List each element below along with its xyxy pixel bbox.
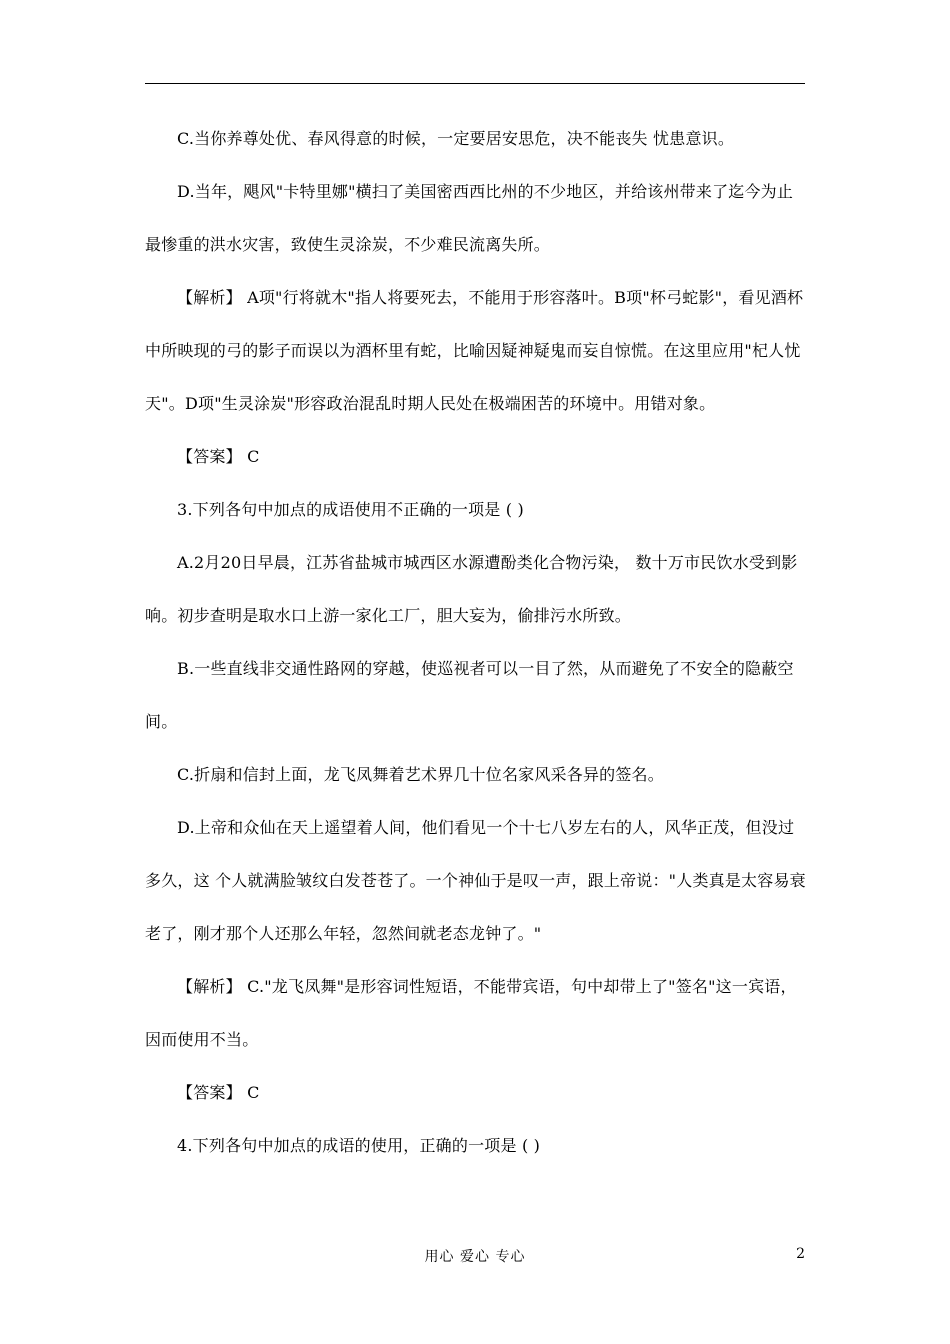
paragraph-option-a: A.2月20日早晨，江苏省盐城市城西区水源遭酚类化合物污染， 数十万市民饮水受到影响。初步查明是取水口上游一家化工厂，胆大妄为，偷排污水所致。 — [145, 553, 798, 625]
paragraph-option-d: D.当年，飓风"卡特里娜"横扫了美国密西西比州的不少地区，并给该州带来了迄今为止最惨重的洪水灾害，致使生灵涂炭，不少难民流离失所。 — [145, 182, 794, 254]
paragraph-option-d-2: D.上帝和众仙在天上遥望着人间，他们看见一个十七八岁左右的人，风华正茂，但没过多久，这 个人就满脸皱纹白发苍苍了。一个神仙于是叹一声，跟上帝说："人类真是太容易衰老了，刚才那个人还那么年轻，忽然间就老态龙钟了。" — [145, 818, 806, 943]
paragraph-question-3: 3.下列各句中加点的成语使用不正确的一项是 ( ) — [177, 500, 524, 519]
page-number: 2 — [796, 1246, 805, 1262]
paragraph-analysis: 【解析】 A项"行将就木"指人将要死去，不能用于形容落叶。B项"杯弓蛇影"，看见酒杯中所映现的弓的影子而误以为酒杯里有蛇，比喻因疑神疑鬼而妄自惊慌。在这里应用"杞人忧天"。D项"生灵涂炭"形容政治混乱时期人民处在极端困苦的环境中。用错对象。 — [145, 288, 804, 413]
document-body — [145, 112, 807, 1172]
paragraph-analysis-2: 【解析】 C."龙飞凤舞"是形容词性短语，不能带宾语，句中却带上了"签名"这一宾语，因而使用不当。 — [145, 977, 797, 1049]
paragraph-answer: 【答案】 C — [177, 447, 260, 466]
paragraph-option-c-2: C.折扇和信封上面，龙飞凤舞着艺术界几十位名家风采各异的签名。 — [177, 765, 664, 784]
paragraph-question-4: 4.下列各句中加点的成语的使用，正确的一项是 ( ) — [177, 1136, 541, 1155]
paragraph-answer-2: 【答案】 C — [177, 1083, 260, 1102]
footer-motto: 用心 爱心 专心 — [424, 1249, 526, 1265]
paragraph-option-c: C.当你养尊处优、春风得意的时候，一定要居安思危，决不能丧失 忧患意识。 — [177, 129, 735, 148]
paragraph-option-b: B.一些直线非交通性路网的穿越，使巡视者可以一目了然，从而避免了不安全的隐蔽空间。 — [145, 659, 794, 731]
header-rule — [145, 83, 805, 84]
